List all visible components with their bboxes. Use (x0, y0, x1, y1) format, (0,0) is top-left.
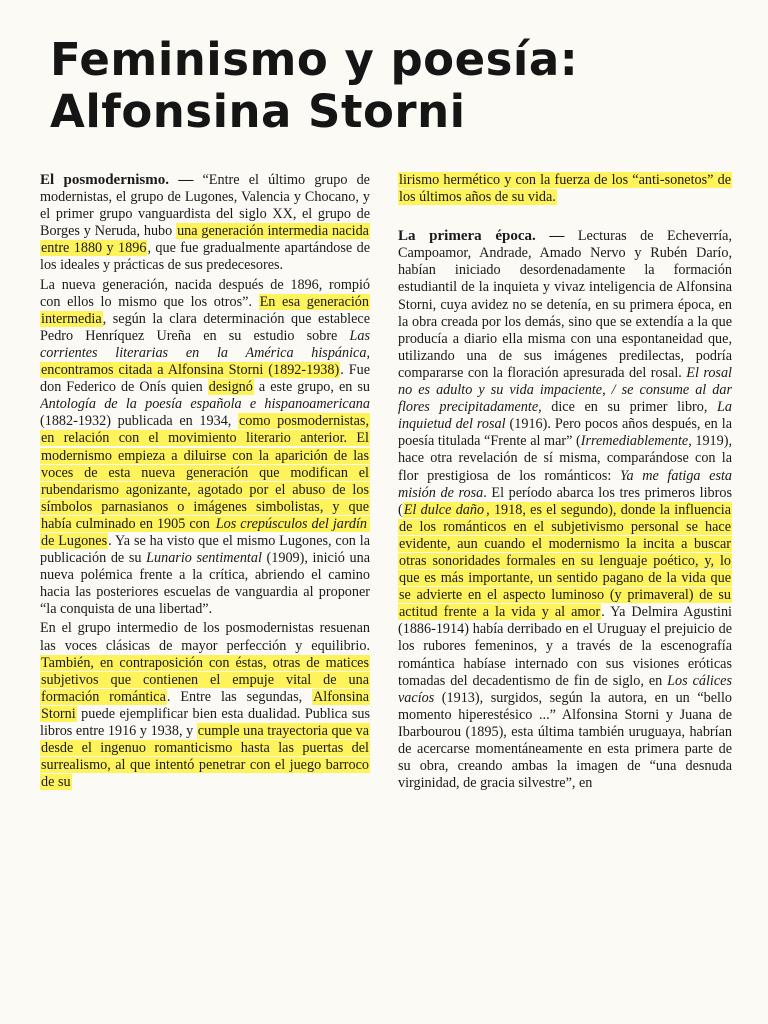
text-run: (1882-1932) publicada en 1934, (40, 413, 238, 430)
text-run: “Entre el último grupo de modernistas, el grupo de Lugones, Valencia y Chocano, y el primer grupo vanguardista del siglo XX, el grupo de Borges y Neruda, hubo (40, 172, 370, 240)
highlighted-text: En esa generación intermedia (41, 293, 369, 327)
left-column (40, 172, 370, 1017)
text-run: . Ya Delmira Agustini (1886-1914) había derribado en el Uruguay el prejuicio de los rubores femeninos, y a través de la escenografía romántica habíase internado con sus visiones eróticas tomadas del decadentismo de fin de siglo, en (398, 604, 732, 689)
highlighted-text: de Lugones (40, 516, 370, 549)
text-run: (1909), inició una nueva polémica frente a la crítica, abriendo el camino hacia las posteriores escuelas de vanguardia al proponer “la conquista de una libertad”. (40, 550, 370, 618)
text-run: , según la clara determinación que establece Pedro Henríquez Ureña en su estudio sobre (40, 310, 370, 344)
text-run: Irremediablemente (580, 433, 689, 450)
highlighted-text: cumple una trayectoria que va desde el ingenuo romanticismo hasta las puertas del surrealismo, al que intentó penetrar con el juego barroco de su (41, 723, 369, 791)
highlighted-text: El dulce daño (403, 501, 485, 518)
text-run: , 1919), hace otra revelación de sí misma, comparándose con la flor prestigiosa de los románticos: (398, 433, 732, 484)
text-run: Los cálices vacíos (398, 672, 732, 706)
text-run: , (366, 344, 370, 361)
text-run: . Fue don Federico de Onís quien (40, 362, 370, 396)
section-heading-primera-epoca: La primera época. — (398, 228, 565, 245)
text-run: Ya me fatiga esta misión de rosa (398, 467, 732, 501)
text-run: El rosal no es adulto y su vida impaciente, / se consume al dar flores precipitadamente (398, 364, 732, 416)
highlighted-text: , 1918, es el segundo), donde la influencia de los románticos en el subjetivismo personal se hace evidente, aun cuando el modernismo la incita a buscar otras sonoridades formales en su lenguaje poético, y, lo que es más importante, un sentido pagano de la vida que se advierte en el aspecto luminoso (y primaveral) de su actitud frente a la vida y al amor (399, 501, 731, 621)
article-title (50, 34, 740, 138)
paragraph-runs (398, 228, 732, 791)
text-run: , que fue gradualmente apartándose de los ideales y prácticas de sus predecesores. (40, 240, 370, 274)
text-run: Las corrientes literarias en la América hispánica (40, 327, 370, 361)
text-run: . Entre las segundas, (166, 688, 313, 705)
paragraph-continuation (398, 172, 732, 206)
paragraph-grupo-intermedio (40, 620, 370, 791)
text-run: La inquietud del rosal (398, 399, 732, 433)
text-run: (1913), surgidos, según la autora, en un “bello momento hiperestésico ...” Alfonsina Storni y Juana de Ibarbourou (1895), esta última también uruguaya, habrían de acercarse momentáneamente en esta primera parte de su obra, creando ambas la imagen de “una desnuda virginidad, de gracia silvestre”, en (398, 689, 732, 792)
text-run: Lecturas de Echeverría, Campoamor, Andrade, Amado Nervo y Rubén Darío, habían iniciado desordenadamente la formación estudiantil de la inquieta y vivaz inteligencia de Alfonsina Storni, cuya avidez no se detenía, en su primera época, en la obra creada por los demás, sino que se extendía a la que producía a diario ella misma con una espontaneidad que, utilizando una de sus imágenes predilectas, podría compararse con la floración apresurada del rosal. (398, 228, 732, 381)
paragraph-posmodernismo (40, 172, 370, 275)
text-run: . El período abarca los tres primeros libros ( (398, 484, 732, 518)
highlighted-text: encontramos citada a Alfonsina Storni (1892-1938) (41, 362, 340, 379)
paragraph-primera-epoca (398, 228, 732, 792)
highlighted-text: como posmodernistas, en relación con el movimiento literario anterior. El modernismo empieza a diluirse con la aparición de las voces de esta nueva generación que modifican el rubendarismo agonizante, agotado por el abuso de los símbolos parnasianos o imágenes simbolistas, y que había culminado en 1905 con (41, 413, 369, 532)
highlighted-text: una generación intermedia nacida entre 1880 y 1896 (41, 223, 369, 257)
section-heading-posmodernismo: El posmodernismo. — (40, 172, 194, 188)
text-run: , dice en su primer libro, (538, 399, 718, 416)
highlighted-text: También, en contraposición con éstas, otras de matices subjetivos que contienen el empuje vital de una formación romántica (41, 654, 369, 705)
title-line-1: Feminismo y poesía: (50, 33, 579, 86)
highlighted-text: Alfonsina Storni (41, 688, 369, 722)
highlighted-text: Los crepúsculos del jardín (215, 515, 367, 532)
text-run: puede ejemplificar bien esta dualidad. Publica sus libros entre 1916 y 1938, y (40, 705, 370, 739)
text-run: Lunario sentimental (146, 550, 262, 567)
highlighted-text: lirismo hermético y con la fuerza de los “anti-sonetos” de los últimos años de su vida. (399, 172, 731, 206)
text-run: . Ya se ha visto que el mismo Lugones, con la publicación de su (40, 532, 370, 567)
highlighted-text: designó (208, 379, 253, 396)
text-run: a este grupo, en su (253, 379, 370, 396)
right-column (398, 172, 732, 1017)
text-run: Antología de la poesía española e hispanoamericana (40, 396, 370, 413)
paragraph-nueva-generacion (40, 277, 370, 619)
title-line-2: Alfonsina Storni (50, 85, 466, 138)
text-run: (1916). Pero pocos años después, en la poesía titulada “Frente al mar” ( (398, 416, 732, 450)
text-run: La nueva generación, nacida después de 1896, rompió con ellos lo mismo que los otros”. (40, 276, 370, 310)
text-run: En el grupo intermedio de los posmodernistas resuenan las voces clásicas de mayor perfección y equilibrio. (40, 620, 370, 654)
